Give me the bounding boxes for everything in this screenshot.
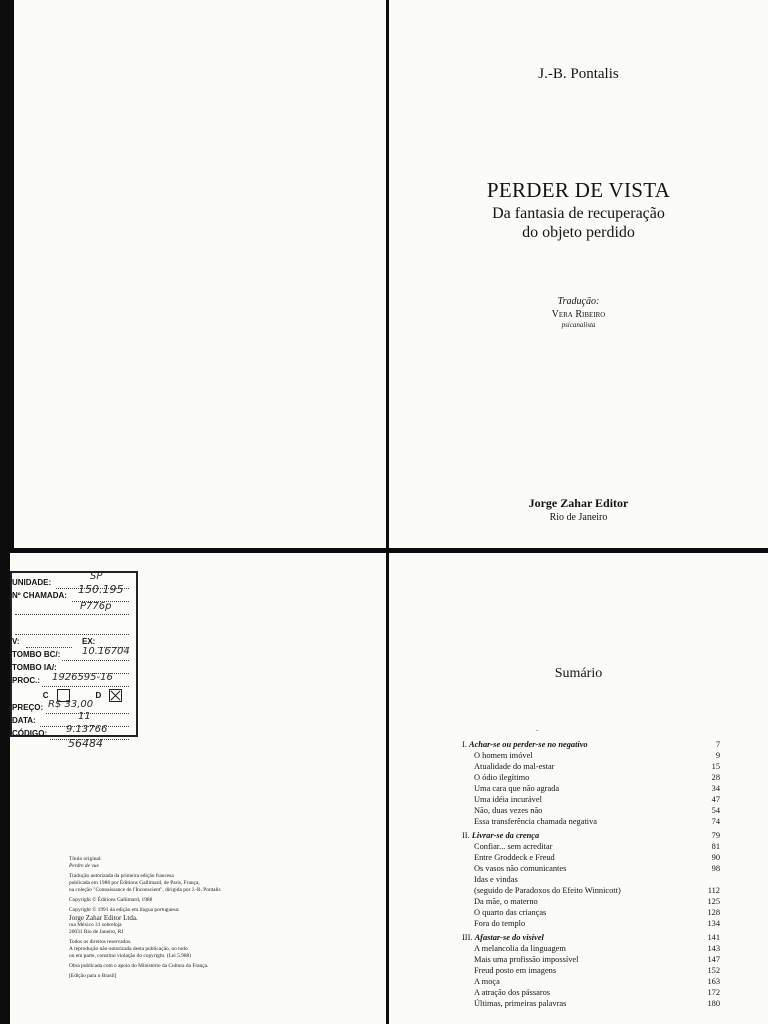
toc-entry-title: A atração dos pássaros — [474, 988, 551, 997]
toc-entry-title: Atualidade do mal-estar — [474, 762, 555, 771]
author-name: J.-B. Pontalis — [538, 66, 619, 82]
translation-notice-line: na coleção "Connaissance de l'Inconscient", dirigida por J.-B. Pontalis — [69, 887, 221, 893]
toc-page-number: 47 — [711, 795, 720, 804]
toc-page-number: 9 — [715, 751, 720, 760]
toc-entry-title: Da mãe, o materno — [474, 897, 538, 906]
toc-page-number: 79 — [711, 831, 720, 840]
address-line: rua México 31 sobreloja — [69, 922, 122, 928]
translator-name: Vera Ribeiro — [551, 309, 606, 320]
toc-entry — [462, 954, 720, 965]
stamp-handwritten: R$ 33,00 — [48, 699, 94, 710]
toc-entry — [462, 998, 720, 1009]
stamp-handwritten: 9.13766 — [66, 724, 108, 735]
toc-page-number: 141 — [707, 933, 720, 942]
toc-page-number: 147 — [707, 955, 720, 964]
toc-entry-title: Idas e vindas — [474, 875, 518, 884]
checkbox-d-checked[interactable] — [109, 689, 122, 702]
toc-entry-title: (seguido de Paradoxos do Efeito Winnicott) — [474, 886, 621, 895]
toc-entry — [462, 750, 720, 761]
toc-page-number: 134 — [707, 919, 720, 928]
toc-entry-title: O ódio ilegítimo — [474, 773, 530, 782]
toc-page-number: 152 — [707, 966, 720, 975]
toc-page-number: 163 — [707, 977, 720, 986]
subtitle-line: Da fantasia de recuperação — [492, 205, 665, 222]
toc-entry — [462, 987, 720, 998]
stamp-label: DATA: — [12, 716, 36, 725]
publisher-name: Jorge Zahar Editor — [528, 496, 629, 510]
toc-entry — [462, 976, 720, 987]
stamp-row-proc — [12, 672, 133, 688]
toc-entry — [462, 863, 720, 874]
toc-part-label: Achar-se ou perder-se no negativo — [468, 740, 588, 749]
blank-page — [14, 0, 386, 548]
stamp-row-preco — [12, 699, 133, 715]
toc-entry-title: O quarto das crianças — [474, 908, 547, 917]
toc-part-heading — [462, 739, 720, 750]
publisher-city: Rio de Janeiro — [549, 512, 608, 523]
contents-list — [462, 739, 720, 1009]
copyright-line: Copyright © Éditions Gallimard, 1988 — [69, 897, 153, 903]
toc-page-number: 180 — [707, 999, 720, 1008]
toc-entry — [462, 907, 720, 918]
toc-entry-title: Não, duas vezes não — [474, 806, 543, 815]
toc-entry-title: A moça — [474, 977, 500, 986]
translator-role: psicanalista — [561, 321, 596, 329]
rights-line: ou em parte, constitui violação do copyright. (Lei 5.988) — [69, 953, 192, 959]
toc-entry-title: Últimas, primeiras palavras — [474, 999, 567, 1008]
toc-entry — [462, 794, 720, 805]
toc-page-number: 128 — [707, 908, 720, 917]
toc-entry — [462, 805, 720, 816]
stamp-label: PROC.: — [12, 676, 40, 685]
toc-entry-title: Entre Groddeck e Freud — [474, 853, 555, 862]
stamp-handwritten: 10.16704 — [82, 646, 130, 657]
checkbox-c-label: C — [42, 690, 49, 700]
toc-entry-title: Confiar... sem acreditar — [474, 842, 553, 851]
toc-entry-title: Essa transferência chamada negativa — [474, 817, 597, 826]
toc-entry — [462, 841, 720, 852]
toc-entry-title: Freud posto em imagens — [474, 966, 557, 975]
toc-entry — [462, 896, 720, 907]
toc-part-label: Livrar-se da crença — [471, 831, 540, 840]
original-title: Perdre de vue — [69, 863, 99, 869]
credits-page — [10, 553, 386, 1024]
toc-page-number: 112 — [707, 886, 720, 895]
toc-part-heading — [462, 830, 720, 841]
title-page — [389, 0, 768, 548]
stamp-label: PREÇO: — [12, 703, 44, 712]
toc-page-number: 7 — [715, 740, 720, 749]
toc-entry-title: A melancolia da linguagem — [474, 944, 566, 953]
toc-entry — [462, 965, 720, 976]
toc-entry — [462, 918, 720, 929]
toc-page-number: 28 — [711, 773, 720, 782]
checkbox-d-label: D — [95, 690, 102, 700]
toc-page-number: 34 — [711, 784, 720, 793]
translation-label: Tradução: — [557, 296, 600, 307]
toc-part-number: III. — [462, 933, 473, 942]
stamp-row-chamada — [12, 583, 133, 603]
toc-page-number: 98 — [711, 864, 720, 873]
toc-part-number: II. — [462, 831, 470, 840]
toc-page-number: 54 — [711, 806, 720, 815]
stamp-label: V: — [12, 637, 20, 646]
toc-entry — [462, 772, 720, 783]
rights-line: Todos os direitos reservados. — [69, 939, 132, 945]
support-notice: Obra publicada com o apoio do Ministério da Cultura da França. — [69, 963, 209, 969]
stamp-handwritten: SP — [90, 571, 103, 582]
toc-page-number: 125 — [707, 897, 720, 906]
translation-notice-line: publicada em 1988 por Éditions Gallimard, de Paris, França, — [69, 880, 200, 886]
rights-line: A reprodução não-autorizada desta publicação, no todo — [69, 946, 188, 952]
toc-page-number: 15 — [711, 762, 720, 771]
stamp-label: TOMBO BC/: — [12, 650, 61, 659]
toc-entry — [462, 885, 720, 896]
stamp-label: CÓDIGO: — [12, 729, 48, 738]
credits-block — [69, 856, 369, 983]
stamp-handwritten: P776p — [80, 601, 112, 612]
toc-entry-title: Os vasos não comunicantes — [474, 864, 567, 873]
book-title: PERDER DE VISTA — [486, 178, 671, 202]
toc-entry-title: Uma idéia incurável — [474, 795, 542, 804]
original-title-label: Título original: — [69, 856, 102, 862]
stamp-handwritten: 150.195 — [78, 583, 124, 596]
edition-notice: [Edição para o Brasil] — [69, 973, 117, 979]
stamp-handwritten: 11 — [78, 711, 91, 722]
stamp-label: EX: — [82, 637, 96, 646]
pen-mark-icon: ˇ — [536, 729, 539, 737]
copyright-line: Copyright © 1991 da edição em língua portuguesa: — [69, 907, 180, 913]
publisher-legal-name: Jorge Zahar Editor Ltda. — [69, 914, 138, 922]
toc-entry — [462, 816, 720, 827]
toc-entry-title — [462, 830, 539, 841]
toc-page-number: 172 — [707, 988, 720, 997]
translation-notice-line: Tradução autorizada da primeira edição francesa — [69, 873, 174, 879]
toc-page-number: 90 — [711, 853, 720, 862]
stamp-row-blank — [12, 603, 133, 616]
stamp-row-tombo-bc — [12, 646, 133, 662]
stamp-handwritten-number: 56484 — [68, 737, 103, 750]
toc-entry — [462, 874, 720, 885]
stamp-label: TOMBO IA/: — [12, 663, 57, 672]
toc-part-number: I. — [462, 740, 467, 749]
subtitle-line: do objeto perdido — [522, 224, 635, 241]
toc-entry — [462, 783, 720, 794]
toc-entry — [462, 761, 720, 772]
toc-page-number: 74 — [711, 817, 720, 826]
stamp-label: UNIDADE: — [12, 578, 52, 587]
contents-title: Sumário — [554, 666, 603, 681]
toc-entry-title — [462, 739, 588, 750]
toc-entry-title: Uma cara que não agrada — [474, 784, 560, 793]
stamp-label: Nº CHAMADA: — [12, 591, 67, 600]
toc-part-heading — [462, 932, 720, 943]
contents-page — [389, 553, 768, 1024]
toc-entry — [462, 852, 720, 863]
toc-entry-title — [462, 932, 544, 943]
toc-entry-title: Mais uma profissão impossível — [474, 955, 579, 964]
stamp-handwritten: 1926595-16 — [52, 672, 113, 683]
book-subtitle — [389, 204, 768, 242]
toc-part-label: Afastar-se do visível — [474, 933, 544, 942]
toc-page-number: 143 — [707, 944, 720, 953]
toc-entry-title: Fora do templo — [474, 919, 526, 928]
address-line: 20031 Rio de Janeiro, RJ — [69, 929, 124, 935]
toc-entry-title: O homem imóvel — [474, 751, 533, 760]
toc-page-number: 81 — [711, 842, 720, 851]
stamp-row-blank — [12, 616, 133, 636]
toc-entry — [462, 943, 720, 954]
library-stamp — [10, 571, 138, 737]
